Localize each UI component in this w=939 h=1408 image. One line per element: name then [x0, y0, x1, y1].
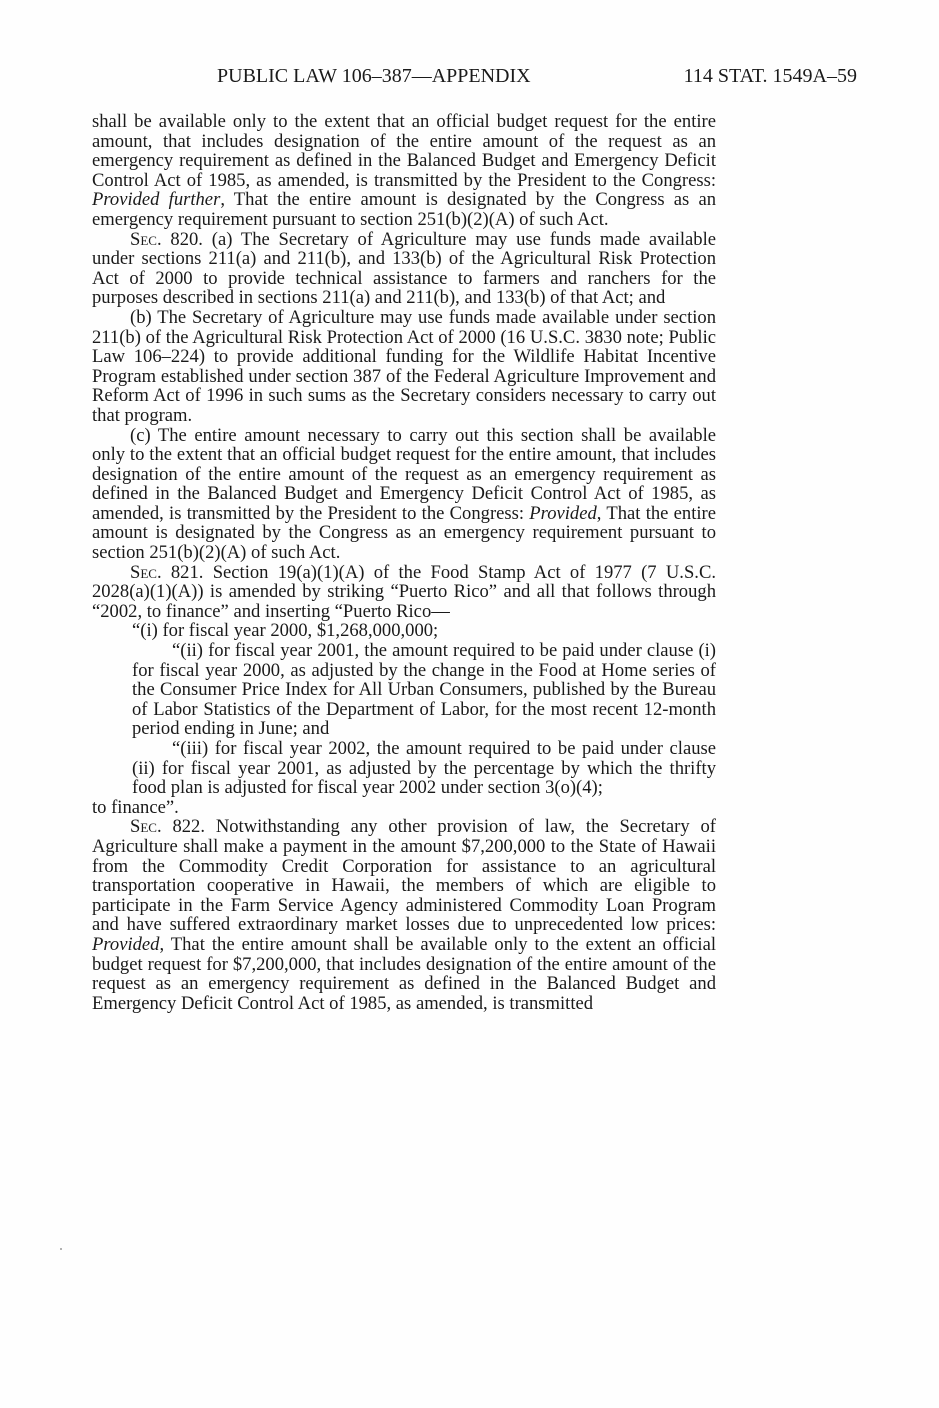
statute-text-body [92, 112, 716, 1013]
section-821: Sec. 821. Section 19(a)(1)(A) of the Food Stamp Act of 1977 (7 U.S.C. 2028(a)(1)(A)) is amended by striking “Puerto Rico” and all that follows through “2002, to finance” and inserting “Puerto Rico— [92, 561, 716, 622]
clause-closing: to finance”. [92, 796, 179, 818]
proviso-term: Provided further [92, 189, 221, 211]
running-head-title: PUBLIC LAW 106–387—APPENDIX [217, 65, 531, 87]
section-label: Sec. [130, 561, 162, 583]
section-822: Sec. 822. Notwithstanding any other provision of law, the Secretary of Agriculture shall make a payment in the amount $7,200,000 to the State of Hawaii from the Commodity Credit Corporation for assistance to an agricultural transportation cooperative in Hawaii, the members of which are eligible to participate in the Farm Service Agency administered Commodity Loan Program and have suffered extraordinary market losses due to unprecedented low prices: Provided, That the entire amount shall be available only to the extent an official budget request for $7,200,000, that includes designation of the entire amount of the request as an emergency requirement as defined in the Balanced Budget and Emergency Deficit Control Act of 1985, as amended, is transmitted [92, 816, 716, 1014]
proviso-term: Provided [92, 933, 160, 955]
paragraph-continued: shall be available only to the extent that an official budget request for the entire amount, that includes designation of the entire amount of the request as an emergency requirement as defined in the Balanced Budget and Emergency Deficit Control Act of 1985, as amended, is transmitted by the President to the Congress: Provided further, That the entire amount is designated by the Congress as an emergency requirement pursuant to section 251(b)(2)(A) of such Act. [92, 111, 717, 230]
section-label: Sec. [130, 816, 162, 838]
proviso-term: Provided [529, 502, 597, 524]
section-820-c: (c) The entire amount necessary to carry out this section shall be available only to the extent that an official budget request for the entire amount, that includes designation of the entire amount of the request as an emergency requirement as defined in the Balanced Budget and Emergency Deficit Control Act of 1985, as amended, is transmitted by the President to the Congress: Provided, That the entire amount is designated by the Congress as an emergency requirement pursuant to section 251(b)(2)(A) of such Act. [92, 424, 716, 564]
clause-i: “(i) for fiscal year 2000, $1,268,000,000; [132, 620, 439, 642]
scan-speck [60, 1248, 62, 1250]
section-820-b: (b) The Secretary of Agriculture may use funds made available under section 211(b) of the Agricultural Risk Protection Act of 2000 (16 U.S.C. 3830 note; Public Law 106–224) to provide additional funding for the Wildlife Habitat Incentive Program established under section 387 of the Federal Agriculture Improvement and Reform Act of 1996 in such sums as the Secretary considers necessary to carry out that program. [92, 306, 716, 426]
section-label: Sec. [130, 228, 162, 250]
statute-page-reference: 114 STAT. 1549A–59 [683, 65, 857, 87]
clause-ii: “(ii) for fiscal year 2001, the amount required to be paid under clause (i) for fiscal year 2000, as adjusted by the change in the Food at Home series of the Consumer Price Index for All Urban Consumers, published by the Bureau of Labor Statistics of the Department of Labor, for the most recent 12-month period ending in June; and [132, 640, 716, 740]
section-820-a: Sec. 820. (a) The Secretary of Agriculture may use funds made available under sections 211(a) and 211(b), and 133(b) of the Agricultural Risk Protection Act of 2000 to provide technical assistance to farmers and ranchers for the purposes described in sections 211(a) and 211(b), and 133(b) of that Act; and [92, 228, 716, 309]
running-head [217, 63, 857, 89]
clause-iii: “(iii) for fiscal year 2002, the amount required to be paid under clause (ii) for fiscal year 2001, as adjusted by the percentage by which the thrifty food plan is adjusted for fiscal year 2002 under section 3(o)(4); [132, 738, 716, 799]
